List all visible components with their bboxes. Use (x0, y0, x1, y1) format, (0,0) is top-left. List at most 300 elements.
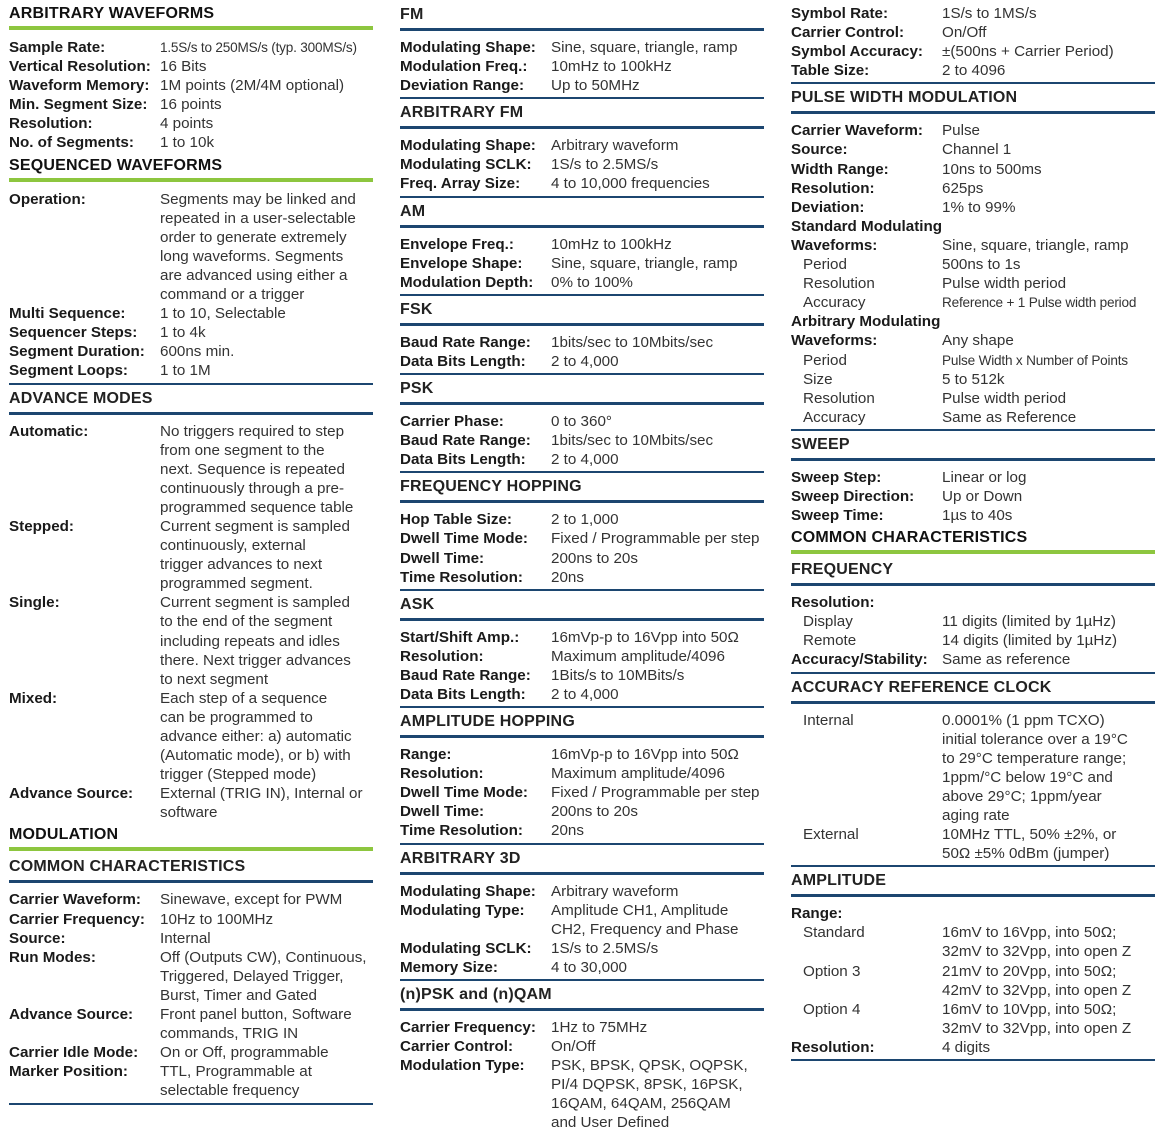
spec-label: Dwell Time Mode: (400, 530, 528, 548)
navy-rule (400, 618, 764, 621)
spec-value: 5 to 512k (942, 370, 1005, 388)
spec-row (9, 1043, 373, 1062)
spec-label: Envelope Freq.: (400, 235, 514, 253)
spec-row (400, 352, 764, 371)
spec-row (400, 254, 764, 273)
spec-value: On/Off (551, 1038, 596, 1056)
spec-row (791, 121, 1155, 140)
spec-section-frequency (791, 559, 1155, 676)
spec-label: Resolution (803, 389, 875, 407)
spec-row (791, 904, 1155, 923)
spec-value: 625ps (942, 179, 984, 197)
spec-label: Standard Modulating (791, 217, 943, 235)
spec-value: 4 points (160, 115, 214, 133)
spec-value: 0 to 360° (551, 413, 612, 431)
spec-label: Sequencer Steps: (9, 324, 138, 342)
spec-label: Carrier Waveform: (791, 122, 923, 140)
spec-row (400, 412, 764, 431)
spec-label: Display (803, 613, 853, 631)
spec-label: Carrier Waveform: (9, 891, 141, 909)
spec-label: Carrier Frequency: (400, 1019, 536, 1036)
spec-label: Sweep Direction: (791, 487, 915, 505)
spec-row (400, 745, 764, 764)
spec-row (791, 4, 1155, 23)
spec-label: Min. Segment Size: (9, 96, 148, 114)
section-heading: AM (400, 202, 426, 220)
spec-row (400, 882, 764, 901)
spec-label: Table Size: (791, 62, 870, 80)
spec-label: Modulation Freq.: (400, 58, 528, 76)
spec-label: Marker Position: (9, 1063, 128, 1081)
section-heading: FREQUENCY HOPPING (400, 478, 582, 496)
spec-row (400, 431, 764, 450)
spec-row (791, 42, 1155, 61)
spec-label: Sample Rate: (9, 39, 106, 56)
spec-label: Hop Table Size: (400, 511, 512, 529)
navy-rule (791, 894, 1155, 897)
spec-row (400, 510, 764, 529)
spec-value: PSK, BPSK, QPSK, OQPSK, PI/4 DQPSK, 8PSK, 16PSK, 16QAM, 64QAM, 256QAM and User Defined (551, 1057, 748, 1130)
spec-label: Modulating Type: (400, 901, 525, 919)
spec-row (791, 293, 1155, 312)
spec-label: Symbol Accuracy: (791, 43, 923, 61)
spec-row (791, 140, 1155, 159)
spec-value: 16 Bits (160, 58, 207, 76)
navy-rule (791, 701, 1155, 704)
spec-label: Resolution: (791, 1038, 875, 1056)
spec-row (791, 1038, 1155, 1057)
section-heading: FREQUENCY (791, 561, 894, 579)
spec-row (400, 764, 764, 783)
spec-label: Baud Rate Range: (400, 666, 531, 684)
spec-label: Deviation: (791, 198, 865, 216)
spec-value: Sine, square, triangle, ramp (551, 254, 738, 272)
spec-value: 1.5S/s to 250MS/s (typ. 300MS/s) (160, 40, 357, 55)
section-heading: AMPLITUDE (791, 872, 887, 890)
spec-label: Sweep Step: (791, 468, 882, 486)
spec-label: Baud Rate Range: (400, 333, 531, 351)
spec-value: 20ns (551, 568, 584, 586)
spec-section-arbitrary-fm (400, 102, 764, 200)
spec-value: 2 to 1,000 (551, 511, 619, 529)
spec-row (400, 333, 764, 352)
green-rule (9, 26, 373, 30)
navy-rule (400, 28, 764, 31)
spec-label: Width Range: (791, 160, 889, 178)
spec-row (400, 647, 764, 666)
spec-value: Up or Down (942, 487, 1023, 505)
spec-value: Pulse width period (942, 389, 1067, 407)
spec-value: Amplitude CH1, Amplitude CH2, Frequency and Phase (551, 901, 739, 938)
spec-row (791, 650, 1155, 669)
spec-row (791, 351, 1155, 370)
spec-label: Dwell Time: (400, 803, 485, 821)
spec-label: Waveforms: (791, 236, 878, 254)
spec-row (400, 235, 764, 254)
spec-value: 10MHz TTL, 50% ±2%, or 50Ω ±5% 0dBm (jumper) (942, 826, 1117, 863)
spec-row (400, 939, 764, 958)
section-heading: FSK (400, 300, 433, 318)
spec-value: 11 digits (limited by 1µHz) (942, 613, 1116, 631)
spec-value: 200ns to 20s (551, 803, 638, 821)
spec-value: ±(500ns + Carrier Period) (942, 43, 1114, 61)
column-middle (400, 4, 764, 1130)
spec-value: Maximum amplitude/4096 (551, 647, 725, 665)
spec-row (400, 821, 764, 840)
navy-rule (791, 583, 1155, 586)
spec-section-sweep (791, 434, 1155, 528)
navy-rule (400, 872, 764, 875)
spec-row (9, 38, 373, 57)
spec-label: Waveforms: (791, 332, 878, 350)
section-heading: COMMON CHARACTERISTICS (9, 858, 246, 876)
spec-row (791, 487, 1155, 506)
spec-value: External (TRIG IN), Internal or software (160, 785, 363, 822)
green-rule (9, 847, 373, 851)
spec-row (400, 57, 764, 76)
spec-row (400, 450, 764, 469)
section-heading: PSK (400, 380, 434, 398)
spec-label: Deviation Range: (400, 77, 525, 95)
spec-label: Size (803, 370, 833, 388)
major-heading: SEQUENCED WAVEFORMS (9, 156, 223, 174)
spec-label: Carrier Frequency: (9, 910, 145, 928)
spec-value: Maximum amplitude/4096 (551, 765, 725, 783)
spec-row (791, 408, 1155, 427)
section-heading: ARBITRARY 3D (400, 849, 521, 867)
spec-row (9, 57, 373, 76)
spec-label: Start/Shift Amp.: (400, 628, 520, 646)
spec-label: Data Bits Length: (400, 685, 526, 703)
spec-row (400, 38, 764, 57)
spec-label: Modulating Shape: (400, 39, 536, 56)
spec-value: 2 to 4,000 (551, 451, 619, 469)
spec-row (9, 422, 373, 517)
spec-row (791, 23, 1155, 42)
section-gap (9, 1105, 373, 1108)
spec-value: 10ns to 500ms (942, 160, 1042, 178)
spec-section-pulse-width-modulation (791, 87, 1155, 434)
spec-value: 1S/s to 1MS/s (942, 5, 1037, 22)
spec-label: Carrier Phase: (400, 413, 504, 431)
spec-value: 1 to 1M (160, 362, 211, 380)
spec-label: Memory Size: (400, 958, 498, 976)
spec-row (400, 685, 764, 704)
spec-label: Carrier Idle Mode: (9, 1044, 139, 1062)
spec-label: Data Bits Length: (400, 352, 526, 370)
spec-row (791, 331, 1155, 350)
navy-rule (400, 402, 764, 405)
spec-value: Each step of a sequence can be programmed to advance either: a) automatic (Automatic mode), or b) with trigger (Stepped mode) (160, 689, 352, 784)
spec-value: 2 to 4,000 (551, 352, 619, 370)
navy-rule (400, 500, 764, 503)
navy-rule (400, 735, 764, 738)
spec-label: Run Modes: (9, 948, 96, 966)
spec-value: Internal (160, 929, 211, 947)
navy-rule (9, 880, 373, 883)
spec-value: 16mVp-p to 16Vpp into 50Ω (551, 628, 739, 646)
spec-label: Segment Duration: (9, 343, 145, 361)
spec-row (9, 910, 373, 929)
spec-row (791, 631, 1155, 650)
spec-label: Source: (791, 141, 848, 159)
spec-label: Accuracy/Stability: (791, 651, 928, 669)
spec-label: Stepped: (9, 517, 74, 535)
spec-row (9, 890, 373, 909)
spec-row (791, 506, 1155, 525)
navy-rule (9, 412, 373, 415)
navy-rule (400, 225, 764, 228)
spec-label: Option 4 (803, 1000, 861, 1018)
spec-value: 1M points (2M/4M optional) (160, 77, 345, 95)
spec-value (942, 593, 1155, 612)
spec-value: Fixed / Programmable per step (551, 784, 760, 802)
spec-value: 1S/s to 2.5MS/s (551, 156, 659, 174)
spec-row (400, 666, 764, 685)
spec-label: Automatic: (9, 422, 89, 440)
spec-label: Internal (803, 711, 854, 729)
spec-section-fm (400, 4, 764, 102)
spec-row (791, 1000, 1155, 1038)
spec-section-am (400, 201, 764, 299)
spec-value: Current segment is sampled continuously, external trigger advances to next programmed segment. (160, 517, 350, 593)
spec-section-amplitude-hopping (400, 711, 764, 847)
spec-label: Envelope Shape: (400, 254, 523, 272)
section-heading: ARBITRARY FM (400, 104, 524, 122)
spec-value: 2 to 4,000 (551, 685, 619, 703)
spec-value: Sine, square, triangle, ramp (942, 236, 1129, 254)
spec-label: Period (803, 351, 847, 369)
spec-value (942, 904, 1155, 923)
spec-row (9, 76, 373, 95)
spec-section-common-characteristics (9, 856, 373, 1107)
spec-label: Carrier Control: (400, 1038, 514, 1056)
spec-label: Period (803, 256, 847, 274)
spec-label: Mixed: (9, 689, 58, 707)
spec-value: 10Hz to 100MHz (160, 910, 274, 928)
spec-value: 14 digits (limited by 1µHz) (942, 632, 1118, 650)
spec-label: No. of Segments: (9, 134, 134, 152)
spec-row (791, 593, 1155, 612)
spec-label: Carrier Control: (791, 24, 905, 42)
spec-label: Advance Source: (9, 1006, 134, 1024)
major-heading: ARBITRARY WAVEFORMS (9, 5, 215, 22)
spec-value: 1Bits/s to 10MBits/s (551, 666, 685, 684)
section-gap (791, 1061, 1155, 1064)
section-heading: AMPLITUDE HOPPING (400, 713, 575, 731)
spec-value: On/Off (942, 24, 987, 42)
spec-value: 10mHz to 100kHz (551, 235, 672, 253)
spec-value: Sine, square, triangle, ramp (551, 39, 738, 56)
spec-label: Modulation Depth: (400, 273, 534, 291)
spec-row (9, 689, 373, 784)
spec-row (400, 1037, 764, 1056)
spec-value: 500ns to 1s (942, 256, 1021, 274)
spec-row (9, 948, 373, 1005)
spec-value: 1Hz to 75MHz (551, 1019, 648, 1036)
spec-label: Single: (9, 594, 60, 612)
spec-value: Reference + 1 Pulse width period (942, 295, 1137, 311)
spec-row (400, 136, 764, 155)
spec-value: 16mVp-p to 16Vpp into 50Ω (551, 746, 739, 764)
spec-value: 4 to 30,000 (551, 958, 628, 976)
section-heading: PULSE WIDTH MODULATION (791, 89, 1018, 107)
spec-label: Modulating SCLK: (400, 156, 532, 174)
spec-value: 0.0001% (1 ppm TCXO) initial tolerance over a 19°C to 29°C temperature range; 1ppm/°C below 19°C and above 29°C; 1ppm/year aging rate (942, 711, 1128, 824)
spec-label: Multi Sequence: (9, 305, 126, 323)
spec-row (791, 217, 1155, 236)
spec-row (791, 612, 1155, 631)
spec-label: Dwell Time: (400, 549, 485, 567)
spec-row (9, 190, 373, 305)
spec-row (400, 958, 764, 977)
spec-row (791, 825, 1155, 863)
spec-value: No triggers required to step from one segment to the next. Sequence is repeated continuously through a pre- programmed sequence table (160, 422, 354, 516)
spec-label: Option 3 (803, 962, 861, 980)
spec-row (400, 783, 764, 802)
spec-section-advance-modes (9, 388, 373, 826)
spec-value: Same as reference (942, 651, 1071, 669)
spec-section-arbitrary-waveforms (9, 4, 373, 156)
spec-label: Remote (803, 632, 857, 650)
spec-value: 1 to 10k (160, 134, 215, 152)
spec-row (400, 155, 764, 174)
spec-section-section (791, 4, 1155, 87)
spec-row (791, 236, 1155, 255)
spec-row (791, 255, 1155, 274)
spec-label: Resolution: (791, 594, 875, 612)
spec-label: Arbitrary Modulating (791, 313, 941, 331)
spec-value: 20ns (551, 822, 584, 840)
spec-label: Data Bits Length: (400, 451, 526, 469)
spec-value: On or Off, programmable (160, 1044, 329, 1062)
spec-value: Off (Outputs CW), Continuous, Triggered, Delayed Trigger, Burst, Timer and Gated (160, 948, 367, 1004)
spec-row (400, 174, 764, 193)
spec-value: 16mV to 10Vpp, into 50Ω; 32mV to 32Vpp, into open Z (942, 1000, 1132, 1037)
navy-rule (400, 1008, 764, 1011)
section-heading: (n)PSK and (n)QAM (400, 986, 552, 1003)
spec-label: Modulation Type: (400, 1057, 525, 1075)
spec-label: Modulating Shape: (400, 882, 536, 900)
spec-row (400, 628, 764, 647)
spec-value: Channel 1 (942, 141, 1012, 159)
spec-label: Resolution: (400, 765, 484, 783)
spec-row (9, 95, 373, 114)
spec-row (400, 901, 764, 939)
spec-row (791, 160, 1155, 179)
spec-value: 1 to 10, Selectable (160, 305, 286, 323)
spec-row (9, 784, 373, 822)
spec-value: Linear or log (942, 468, 1027, 486)
spec-section-arbitrary-3d (400, 848, 764, 984)
spec-row (400, 1056, 764, 1130)
spec-row (791, 370, 1155, 389)
section-heading: ACCURACY REFERENCE CLOCK (791, 678, 1052, 696)
spec-value: Pulse width period (942, 275, 1067, 293)
navy-rule (400, 126, 764, 129)
spec-label: Resolution (803, 275, 875, 293)
spec-value: Fixed / Programmable per step (551, 530, 760, 548)
spec-row (791, 389, 1155, 408)
spec-label: Modulating Shape: (400, 137, 536, 155)
column-left (9, 4, 373, 1108)
spec-label: Symbol Rate: (791, 5, 889, 22)
spec-label: Modulating SCLK: (400, 939, 532, 957)
spec-label: Standard (803, 924, 865, 942)
spec-value: 1µs to 40s (942, 507, 1013, 525)
spec-label: Sweep Time: (791, 507, 884, 525)
spec-value: Pulse Width x Number of Points (942, 352, 1128, 368)
spec-label: Vertical Resolution: (9, 58, 151, 76)
spec-value: Any shape (942, 332, 1014, 350)
navy-rule (791, 111, 1155, 114)
spec-section-accuracy-reference-clock (791, 677, 1155, 871)
spec-row (791, 198, 1155, 217)
spec-value: Same as Reference (942, 408, 1077, 426)
spec-label: Accuracy (803, 294, 866, 312)
spec-section-sequenced-waveforms (9, 156, 373, 388)
spec-value: Pulse (942, 122, 980, 140)
green-rule (9, 178, 373, 182)
spec-row (9, 593, 373, 688)
spec-row (791, 312, 1155, 331)
spec-value: 600ns min. (160, 343, 235, 361)
spec-label: Advance Source: (9, 785, 134, 803)
major-heading: COMMON CHARACTERISTICS (791, 529, 1028, 547)
spec-label: Range: (791, 905, 843, 923)
spec-row (9, 342, 373, 361)
spec-value: 16mV to 16Vpp, into 50Ω; 32mV to 32Vpp, into open Z (942, 924, 1132, 961)
spec-value: 1bits/sec to 10Mbits/sec (551, 432, 714, 450)
spec-value: 2 to 4096 (942, 62, 1006, 80)
spec-value: 1S/s to 2.5MS/s (551, 939, 659, 957)
section-heading: ADVANCE MODES (9, 389, 153, 407)
spec-label: Time Resolution: (400, 822, 523, 840)
spec-label: Resolution: (791, 179, 875, 197)
section-heading: SWEEP (791, 435, 850, 453)
spec-label: Resolution: (400, 647, 484, 665)
spec-label: Baud Rate Range: (400, 432, 531, 450)
spec-value: 4 digits (942, 1038, 991, 1056)
spec-value: Sinewave, except for PWM (160, 891, 343, 909)
spec-value: Up to 50MHz (551, 77, 640, 95)
spec-row (791, 923, 1155, 961)
spec-label: External (803, 826, 859, 844)
column-right (791, 4, 1155, 1064)
spec-row (791, 962, 1155, 1000)
spec-row (791, 61, 1155, 80)
spec-row (9, 1062, 373, 1100)
spec-row (9, 1005, 373, 1043)
section-heading: FM (400, 6, 424, 23)
spec-row (9, 304, 373, 323)
spec-section-modulation (9, 825, 373, 856)
major-heading: MODULATION (9, 826, 119, 844)
spec-label: Dwell Time Mode: (400, 784, 528, 802)
section-heading: ASK (400, 595, 435, 613)
spec-value: Current segment is sampled to the end of the segment including repeats and idles there. Next trigger advances to next segment (160, 594, 351, 688)
spec-section-fsk (400, 299, 764, 378)
spec-row (791, 711, 1155, 826)
spec-value: 21mV to 20Vpp, into 50Ω; 42mV to 32Vpp, into open Z (942, 962, 1132, 999)
spec-value: 10mHz to 100kHz (551, 58, 672, 76)
spec-row (9, 929, 373, 948)
spec-label: Operation: (9, 190, 86, 208)
spec-row (400, 273, 764, 292)
spec-value: 0% to 100% (551, 273, 633, 291)
spec-value: 16 points (160, 96, 222, 114)
spec-label: Range: (400, 746, 452, 764)
